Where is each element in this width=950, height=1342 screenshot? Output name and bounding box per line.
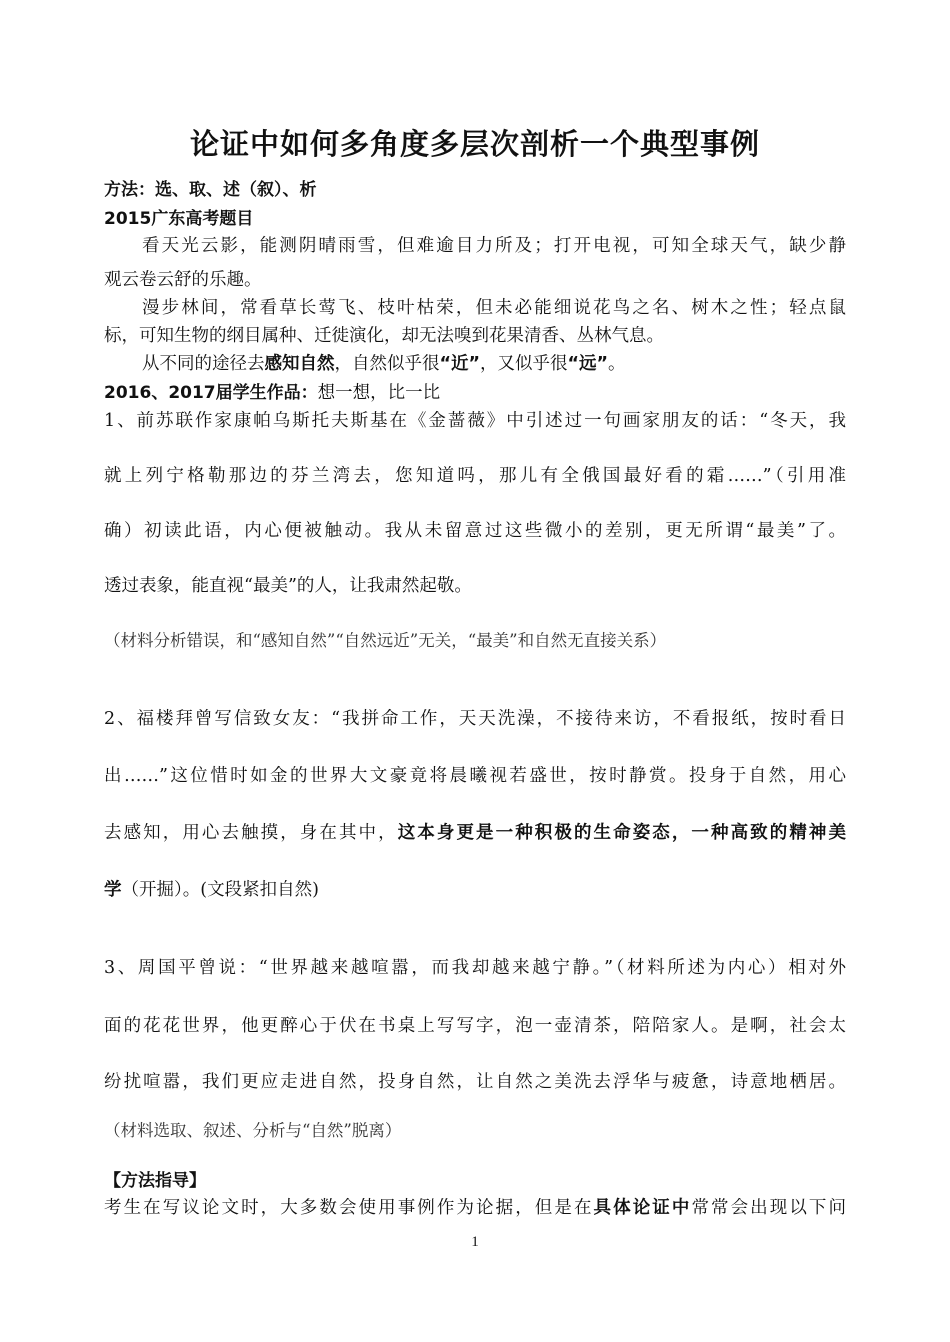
guide-keyword: 具体论证中 — [593, 1198, 692, 1218]
example3-line2: 面的花花世界，他更醉心于伏在书桌上写写字，泡一壶清茶，陪陪家人。是啊，社会太 — [104, 1016, 846, 1036]
example2-bold-end: 学 — [104, 880, 122, 900]
example2-line3-text: 去感知，用心去触摸，身在其中， — [104, 823, 398, 843]
prompt-para3 — [142, 350, 846, 375]
prompt-para2-line2: 标，可知生物的纲目属种、迁徙演化，却无法嗅到花果清香、丛林气息。 — [104, 326, 664, 346]
example3-line3: 纷扰喧嚣，我们更应走进自然，投身自然，让自然之美洗去浮华与疲惫，诗意地栖居。 — [104, 1072, 846, 1092]
students-heading-line — [104, 378, 846, 404]
guide-text — [104, 1194, 846, 1219]
example1-line1: 1、前苏联作家康帕乌斯托夫斯基在《金蔷薇》中引述过一句画家朋友的话：“冬天，我 — [104, 411, 846, 431]
prompt-para3-text-g: 。 — [608, 354, 626, 374]
page-title: 论证中如何多角度多层次剖析一个典型事例 — [189, 127, 760, 161]
guide-text-a: 考生在写议论文时，大多数会使用事例作为论据，但是在 — [104, 1198, 594, 1218]
example3-line1: 3、周国平曾说：“世界越来越喧嚣，而我却越来越宁静。”（材料所述为内心）相对外 — [104, 958, 846, 978]
example2-line4 — [104, 876, 846, 901]
prompt-para1-line1: 看天光云影，能测阴晴雨雪，但难逾目力所及；打开电视，可知全球天气，缺少静 — [142, 236, 846, 256]
example3-comment: （材料选取、叙述、分析与“自然”脱离） — [104, 1121, 402, 1140]
prompt-para3-text-a: 从不同的途径去 — [142, 354, 265, 374]
prompt-para2-line1: 漫步林间，常看草长莺飞、枝叶枯荣，但未必能细说花鸟之名、树木之性；轻点鼠 — [142, 298, 846, 318]
example1-line2: 就上列宁格勒那边的芬兰湾去，您知道吗，那儿有全俄国最好看的霜……”（引用准 — [104, 466, 846, 486]
prompt-keyword-far: “远” — [567, 354, 609, 374]
prompt-para3-text-c: ，自然似乎很 — [334, 354, 440, 374]
students-heading: 2016、2017届学生作品： — [104, 383, 318, 403]
prompt-para1-line2: 观云卷云舒的乐趣。 — [104, 270, 262, 290]
prompt-keyword-perceive: 感知自然 — [264, 354, 335, 374]
gaokao-heading: 2015广东高考题目 — [104, 209, 254, 229]
method-line: 方法：选、取、述（叙）、析 — [104, 180, 317, 200]
example2-comment: （开掘）。(文段紧扣自然) — [121, 880, 319, 900]
prompt-para3-text-e: ，又似乎很 — [480, 354, 568, 374]
example1-line4: 透过表象，能直视“最美”的人，让我肃然起敬。 — [104, 576, 472, 596]
example2-bold-phrase: 这本身更是一种积极的生命姿态，一种高致的精神美 — [397, 823, 847, 843]
students-subheading: 想一想，比一比 — [317, 383, 441, 403]
guide-text-c: 常常会出现以下问 — [691, 1198, 847, 1218]
page-number: 1 — [471, 1234, 479, 1250]
example1-line3: 确）初读此语，内心便被触动。我从未留意过这些微小的差别，更无所谓“最美”了。 — [104, 521, 846, 541]
example2-line2: 出……”这位惜时如金的世界大文豪竟将晨曦视若盛世，按时静赏。投身于自然，用心 — [104, 766, 846, 786]
prompt-keyword-near: “近” — [439, 354, 481, 374]
example2-line1: 2、福楼拜曾写信致女友：“我拼命工作，天天洗澡，不接待来访，不看报纸，按时看日 — [104, 709, 846, 729]
example2-line3 — [104, 819, 846, 844]
guide-heading: 【方法指导】 — [104, 1171, 206, 1191]
example1-comment: （材料分析错误，和“感知自然”“自然远近”无关，“最美”和自然无直接关系） — [104, 631, 667, 650]
